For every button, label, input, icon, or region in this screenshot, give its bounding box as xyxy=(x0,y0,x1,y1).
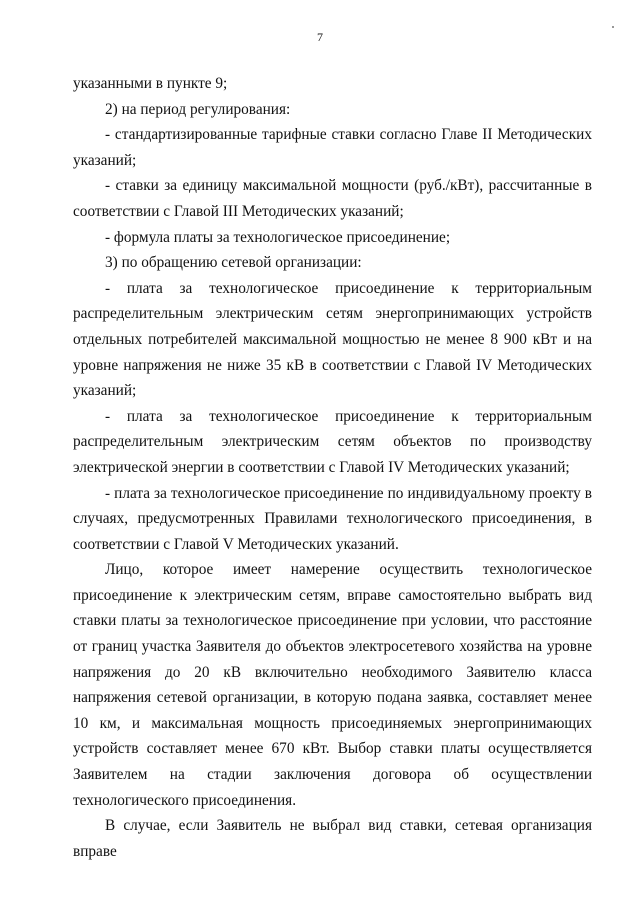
list-item-consumer-connection: - плата за технологическое присоединение к территориальным распределительным электрическим сетям энергопринимающих устройств отдельных потребителей максимальной мощностью не менее 8 900 кВт и на уровне напряжения не ниже 35 кВ в соответствии с Главой IV Методических указаний; xyxy=(73,279,592,400)
scan-speck xyxy=(612,26,614,28)
paragraph-rate-choice: Лицо, которое имеет намерение осуществить технологическое присоединение к электрическим сетям, вправе самостоятельно выбрать вид ставки платы за технологическое присоединение при условии, что расстояние от границ участка Заявителя до объектов электросетевого хозяйства на уровне напряжения до 20 кВ включительно необходимого Заявителю класса напряжения сетевой организации, в которую подана заявка, составляет менее 10 км, и максимальная мощность присоединяемых энергопринимающих устройств составляет менее 670 кВт. Выбор ставки платы осуществляется Заявителем на стадии заключения договора об осуществлении технологического присоединения. xyxy=(73,561,592,809)
document-body xyxy=(73,71,592,864)
paragraph-no-rate-chosen: В случае, если Заявитель не выбрал вид ставки, сетевая организация вправе xyxy=(73,817,592,860)
list-item-network-request: 3) по обращению сетевой организации: xyxy=(105,254,362,272)
list-item-max-power-rates: - ставки за единицу максимальной мощности (руб./кВт), рассчитанные в соответствии с Главой III Методических указаний; xyxy=(73,177,592,220)
paragraph-continuation: указанными в пункте 9; xyxy=(73,75,228,92)
list-item-period-regulation: 2) на период регулирования: xyxy=(105,100,291,118)
list-item-standardized-rates: - стандартизированные тарифные ставки согласно Главе II Методических указаний; xyxy=(73,126,592,169)
list-item-payment-formula: - формула платы за технологическое присоединение; xyxy=(105,228,451,246)
page-number: 7 xyxy=(317,30,323,44)
list-item-individual-project: - плата за технологическое присоединение по индивидуальному проекту в случаях, предусмотренных Правилами технологического присоединения, в соответствии с Главой V Методических указаний. xyxy=(73,484,592,553)
list-item-generation-connection: - плата за технологическое присоединение к территориальным распределительным электрическим сетям объектов по производству электрической энергии в соответствии с Главой IV Методических указаний; xyxy=(73,407,592,476)
